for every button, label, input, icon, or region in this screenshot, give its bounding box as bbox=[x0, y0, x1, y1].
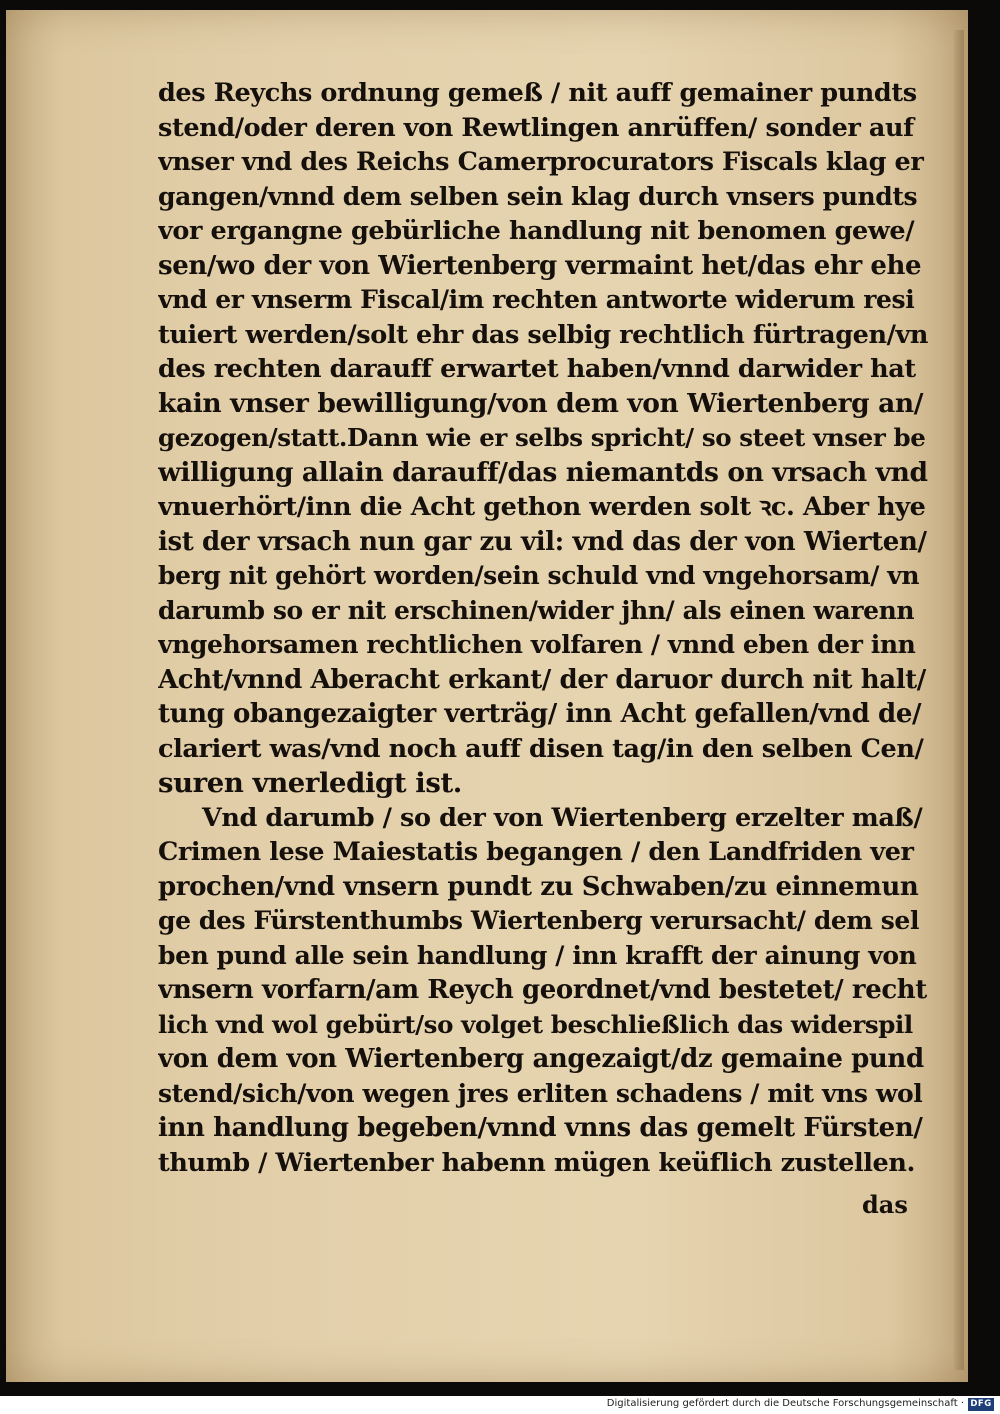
text-line: darumb so er nit erschinen/wider jhn/ als einen warenn bbox=[158, 595, 915, 625]
text-line: vnd er vnserm Fiscal/im rechten antworte widerum resi bbox=[158, 285, 915, 314]
text-line: vor ergangne gebürliche handlung nit benomen gewe/ bbox=[158, 216, 915, 246]
footer-bar bbox=[0, 1396, 1000, 1414]
text-line: ge des Fürstenthumbs Wiertenberg verursacht/ dem sel bbox=[158, 906, 920, 935]
text-line: vnuerhört/inn die Acht gethon werden solt ꝛc. Aber hye bbox=[158, 492, 926, 522]
text-line: lich vnd wol gebürt/so volget beschließlich das widerspil bbox=[158, 1009, 913, 1039]
text-line: inn handlung begeben/vnnd vnns das gemelt Fürsten/ bbox=[158, 1113, 923, 1143]
dfg-logo: DFG bbox=[968, 1398, 994, 1411]
text-line: von dem von Wiertenberg angezaigt/dz gemaine pund bbox=[158, 1044, 924, 1074]
text-line: kain vnser bewilligung/von dem von Wiertenberg an/ bbox=[158, 387, 924, 419]
text-line: des rechten darauff erwartet haben/vnnd darwider hat bbox=[158, 354, 916, 384]
text-line: thumb / Wiertenber habenn mügen keüflich zustellen. bbox=[158, 1147, 915, 1178]
text-line: gezogen/statt.Dann wie er selbs spricht/ so steet vnser be bbox=[158, 423, 926, 452]
text-line: stend/oder deren von Rewtlingen anrüffen/ sonder auf bbox=[158, 112, 914, 143]
text-line: vnsern vorfarn/am Reych geordnet/vnd bestetet/ recht bbox=[158, 975, 927, 1005]
funding-credit: Digitalisierung gefördert durch die Deutsche Forschungsgemeinschaft · bbox=[606, 1398, 964, 1409]
body-text bbox=[158, 76, 928, 1180]
text-line: willigung allain darauff/das niemantds on vrsach vnd bbox=[158, 456, 928, 488]
text-line: Vnd darumb / so der von Wiertenberg erzelter maß/ bbox=[202, 802, 923, 833]
text-line: prochen/vnd vnsern pundt zu Schwaben/zu einnemun bbox=[158, 871, 919, 902]
text-line: ist der vrsach nun gar zu vil: vnd das der von Wierten/ bbox=[158, 526, 927, 557]
text-line: sen/wo der von Wiertenberg vermaint het/das ehr ehe bbox=[158, 250, 922, 281]
text-line: clariert was/vnd noch auff disen tag/in den selben Cen/ bbox=[158, 733, 924, 764]
text-line: des Reychs ordnung gemeß / nit auff gemainer pundts bbox=[158, 78, 917, 108]
text-line: vngehorsamen rechtlichen volfaren / vnnd eben der inn bbox=[158, 630, 916, 659]
text-line: ben pund alle sein handlung / inn krafft der ainung von bbox=[158, 940, 917, 970]
text-line: Crimen lese Maiestatis begangen / den Landfriden ver bbox=[158, 837, 914, 867]
text-line: stend/sich/von wegen jres erliten schadens / mit vns wol bbox=[158, 1078, 923, 1108]
page-edge bbox=[954, 30, 964, 1370]
text-line: berg nit gehört worden/sein schuld vnd vngehorsam/ vn bbox=[158, 561, 920, 590]
text-line: vnser vnd des Reichs Camerprocurators Fiscals klag er bbox=[158, 147, 924, 177]
catchword: das bbox=[862, 1190, 908, 1219]
text-line: suren vnerledigt ist. bbox=[158, 767, 462, 799]
text-line: tuiert werden/solt ehr das selbig rechtlich fürtragen/vn bbox=[158, 319, 928, 350]
text-line: tung obangezaigter verträg/ inn Acht gefallen/vnd de/ bbox=[158, 699, 922, 729]
text-line: Acht/vnnd Aberacht erkant/ der daruor durch nit halt/ bbox=[158, 664, 926, 695]
text-line: gangen/vnnd dem selben sein klag durch vnsers pundts bbox=[158, 181, 918, 211]
